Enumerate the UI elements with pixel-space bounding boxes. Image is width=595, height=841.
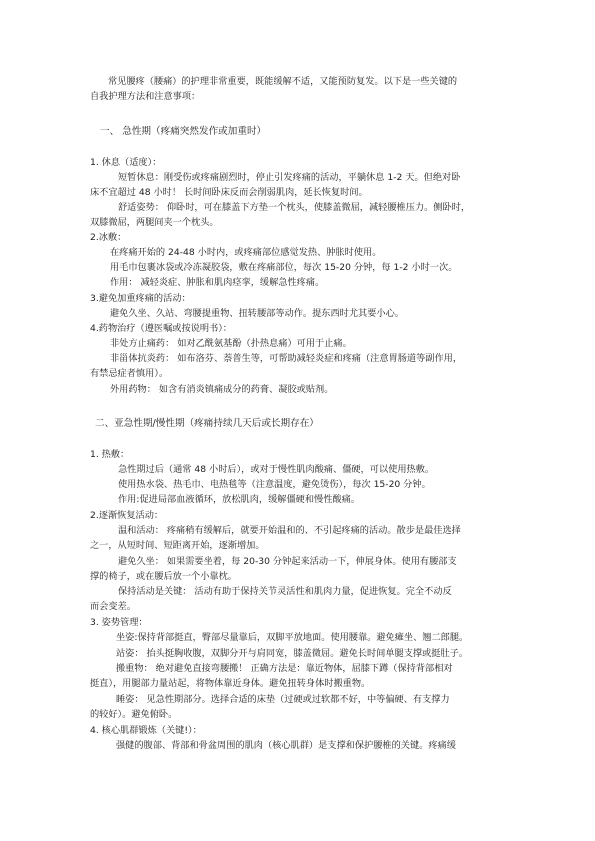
s2-heat-p3: 作用:促进局部血液循环，放松肌肉，缓解僵硬和慢性酸痛。 (118, 494, 360, 505)
s1-avoid-heading: 3.避免加重疼痛的活动： (90, 293, 191, 304)
section1-title: 一、 急性期（疼痛突然发作或加重时） (100, 126, 267, 137)
s2-posture-p5: 睡姿： 见急性期部分。选择合适的床垫（过硬或过软都不好，中等偏硬、有支撑力 (116, 694, 450, 705)
s2-activity-p4: 撑的椅子，或在腰后放一个小靠枕。 (90, 571, 237, 582)
s2-posture-p3: 搬重物： 绝对避免直接弯腰搬！ 正确方法是：靠近物体，屈膝下蹲（保持背部相对 (116, 663, 453, 674)
s2-posture-p4: 挺直），用腿部力量站起，将物体靠近身体。避免扭转身体时搬重物。 (90, 678, 371, 689)
s2-activity-p2: 之一，从短时间、短距离开始，逐渐增加。 (90, 540, 265, 551)
s1-ice-p1: 在疼痛开始的 24-48 小时内，或疼痛部位感觉发热、肿胀时使用。 (110, 247, 382, 258)
s2-activity-p6: 而会变差。 (90, 601, 136, 612)
s1-ice-p2: 用毛巾包裹冰袋或冷冻凝胶袋，敷在疼痛部位，每次 15-20 分钟，每 1-2 小时一次。 (110, 262, 458, 273)
s2-heat-p1: 急性期过后（通常 48 小时后），或对于慢性肌肉酸痛、僵硬，可以使用热敷。 (118, 464, 435, 475)
s1-drug-p2: 非甾体抗炎药： 如布洛芬、萘普生等，可帮助减轻炎症和疼痛（注意胃肠道等副作用， (110, 353, 463, 364)
s2-posture-p6: 的较好）。避免俯卧。 (90, 709, 178, 720)
s1-ice-heading: 2.冰敷： (90, 232, 127, 243)
s1-rest-p3: 舒适姿势： 仰卧时，可在膝盖下方垫一个枕头，使膝盖微屈，减轻腰椎压力。侧卧时， (118, 202, 471, 213)
s2-activity-p1: 温和活动： 疼痛稍有缓解后，就要开始温和的、不引起疼痛的活动。散步是最佳选择 (118, 525, 461, 536)
s1-drug-p3: 有禁忌症者慎用）。 (90, 368, 169, 379)
s2-activity-p5: 保持活动是关键： 活动有助于保持关节灵活性和肌肉力量，促进恢复。完全不动反 (118, 586, 452, 597)
s2-core-heading: 4. 核心肌群锻炼（关键!）： (90, 725, 202, 736)
intro-line-2: 自我护理方法和注意事项： (90, 91, 201, 102)
s2-posture-heading: 3. 姿势管理： (90, 617, 148, 628)
s2-activity-p3: 避免久坐： 如果需要坐着，每 20-30 分钟起来活动一下，伸展身体。使用有腰部支 (118, 556, 457, 567)
s2-heat-p2: 使用热水袋、热毛巾、电热毯等（注意温度，避免烫伤），每次 15-20 分钟。 (118, 479, 431, 490)
s1-drug-p1: 非处方止痛药： 如对乙酰氨基酚（扑热息痛）可用于止痛。 (110, 338, 352, 349)
s2-core-p1: 强健的腹部、背部和骨盆周围的肌肉（核心肌群）是支撑和保护腰椎的关键。疼痛缓 (116, 740, 456, 751)
s1-rest-heading: 1. 休息（适度）： (90, 157, 162, 168)
intro-line-1: 常见腰疼（腰痛）的护理非常重要，既能缓解不适，又能预防复发。以下是一些关键的 (108, 76, 458, 87)
s1-drug-heading: 4.药物治疗（遵医嘱或按说明书）： (90, 323, 232, 334)
s1-rest-p4: 双膝微屈，两腿间夹一个枕头。 (90, 217, 219, 228)
s2-posture-p2: 站姿： 抬头挺胸收腹，双脚分开与肩同宽，膝盖微屈。避免长时间单腿支撑或挺肚子。 (116, 648, 469, 659)
s1-avoid-p1: 避免久坐、久站、弯腰提重物、扭转腰部等动作。提东西时尤其要小心。 (110, 308, 404, 319)
s1-rest-p1: 短暂休息：刚受伤或疼痛剧烈时，停止引发疼痛的活动，平躺休息 1-2 天。但绝对卧 (118, 172, 461, 183)
s2-activity-heading: 2.逐渐恢复活动： (90, 510, 164, 521)
s1-rest-p2: 床不宜超过 48 小时！ 长时间卧床反而会削弱肌肉，延长恢复时间。 (90, 187, 368, 198)
s2-posture-p1: 坐姿:保持背部挺直，臀部尽量靠后，双脚平放地面。使用腰靠。避免瘫坐、翘二郎腿。 (116, 632, 469, 643)
s2-heat-heading: 1. 热敷： (90, 449, 130, 460)
s1-drug-p4: 外用药物： 如含有消炎镇痛成分的药膏、凝胶或贴剂。 (110, 384, 334, 395)
section2-title: 二、亚急性期/慢性期（疼痛持续几天后或长期存在） (95, 418, 319, 429)
s1-ice-p3: 作用： 减轻炎症、肿胀和肌肉痉挛，缓解急性疼痛。 (110, 277, 325, 288)
